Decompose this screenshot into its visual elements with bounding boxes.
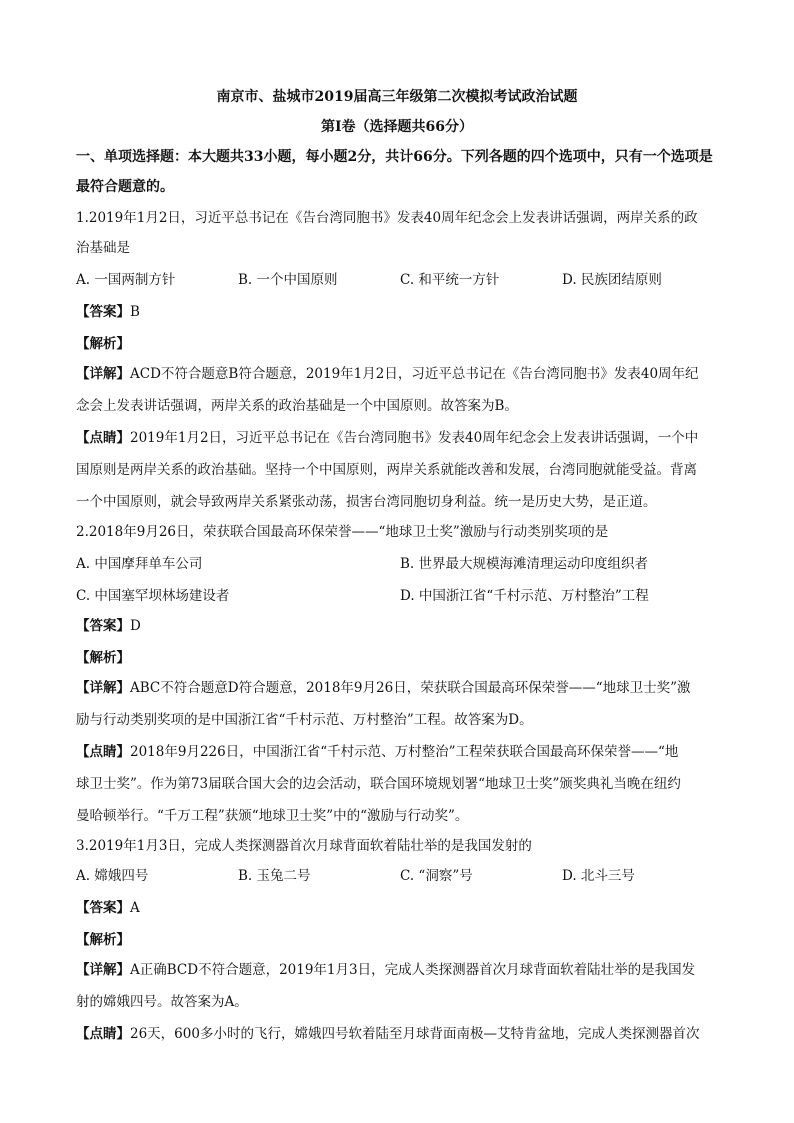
comment-label: 【点睛】 bbox=[76, 430, 130, 446]
q1-stem-cont: 治基础是 bbox=[76, 240, 130, 256]
comment-label: 【点睛】 bbox=[76, 1026, 130, 1042]
q3-option-a: A. 嫦娥四号 bbox=[76, 868, 149, 884]
q1-comment bbox=[76, 426, 698, 446]
answer-label: 【答案】 bbox=[76, 618, 130, 634]
q3-comment-text: 26天，600多小时的飞行，嫦娥四号软着陆至月球背面南极—艾特肯盆地，完成人类探测器首次 bbox=[130, 1026, 700, 1042]
q2-comment-text: 2018年9月226日，中国浙江省“千村示范、万村整治”工程荣获联合国最高环保荣誉——“地 bbox=[130, 744, 679, 760]
q2-comment-cont-1: 球卫士奖”。作为第73届联合国大会的边会活动，联合国环境规划署“地球卫士奖”颁奖典礼当晚在纽约 bbox=[76, 776, 681, 792]
q1-comment-cont-1: 国原则是两岸关系的政治基础。坚持一个中国原则，两岸关系就能改善和发展，台湾同胞就能受益。背离 bbox=[76, 462, 697, 478]
q3-answer-value: A bbox=[130, 900, 140, 916]
q2-analysis-label: 【解析】 bbox=[76, 650, 130, 666]
section-heading: 一、单项选择题：本大题共33小题，每小题2分，共计66分。下列各题的四个选项中，只有一个选项是 bbox=[76, 149, 713, 165]
q1-answer bbox=[76, 300, 140, 320]
q2-answer-value: D bbox=[130, 618, 141, 634]
q3-option-d: D. 北斗三号 bbox=[562, 868, 635, 884]
q3-comment bbox=[76, 1022, 699, 1042]
q3-answer bbox=[76, 896, 140, 916]
answer-label: 【答案】 bbox=[76, 900, 130, 916]
q1-option-a: A. 一国两制方针 bbox=[76, 272, 176, 288]
detail-label: 【详解】 bbox=[76, 366, 130, 382]
q2-option-d: D. 中国浙江省“千村示范、万村整治”工程 bbox=[400, 588, 649, 604]
q2-answer bbox=[76, 614, 141, 634]
q3-option-c: C. “洞察”号 bbox=[400, 868, 473, 884]
q1-detail-cont: 念会上发表讲话强调，两岸关系的政治基础是一个中国原则。故答案为B。 bbox=[76, 398, 518, 414]
q3-analysis-label: 【解析】 bbox=[76, 932, 130, 948]
q1-detail-text: ACD不符合题意B符合题意，2019年1月2日，习近平总书记在《告台湾同胞书》发表40周年纪 bbox=[130, 366, 699, 382]
q2-comment-cont-2: 曼哈顿举行。“千万工程”获颁“地球卫士奖”中的“激励与行动奖”。 bbox=[76, 808, 469, 824]
q2-detail bbox=[76, 676, 691, 696]
q3-detail-text: A正确BCD不符合题意，2019年1月3日，完成人类探测器首次月球背面软着陆壮举的是我国发 bbox=[130, 962, 696, 978]
q1-comment-text: 2019年1月2日，习近平总书记在《告台湾同胞书》发表40周年纪念会上发表讲话强调，一个中 bbox=[130, 430, 699, 446]
detail-label: 【详解】 bbox=[76, 962, 130, 978]
q1-detail bbox=[76, 362, 699, 382]
q1-stem: 1.2019年1月2日，习近平总书记在《告台湾同胞书》发表40周年纪念会上发表讲话强调，两岸关系的政 bbox=[76, 210, 698, 226]
q2-comment bbox=[76, 740, 678, 760]
q1-option-b: B. 一个中国原则 bbox=[238, 272, 338, 288]
q1-comment-cont-2: 一个中国原则，就会导致两岸关系紧张动荡，损害台湾同胞切身利益。统一是历史大势，是正道。 bbox=[76, 494, 657, 510]
q2-detail-text: ABC不符合题意D符合题意，2018年9月26日，荣获联合国最高环保荣誉——“地球卫士奖”激 bbox=[130, 680, 691, 696]
q2-option-a: A. 中国摩拜单车公司 bbox=[76, 556, 203, 572]
answer-label: 【答案】 bbox=[76, 304, 130, 320]
q3-detail bbox=[76, 958, 695, 978]
q3-detail-cont: 射的嫦娥四号。故答案为A。 bbox=[76, 994, 248, 1010]
q1-option-d: D. 民族团结原则 bbox=[562, 272, 662, 288]
q3-stem: 3.2019年1月3日，完成人类探测器首次月球背面软着陆壮举的是我国发射的 bbox=[76, 838, 532, 854]
q3-option-b: B. 玉兔二号 bbox=[238, 868, 311, 884]
q1-option-c: C. 和平统一方针 bbox=[400, 272, 500, 288]
q1-analysis-label: 【解析】 bbox=[76, 336, 130, 352]
q1-answer-value: B bbox=[130, 304, 140, 320]
section-heading-cont: 最符合题意的。 bbox=[76, 179, 174, 195]
q2-detail-cont: 励与行动类别奖项的是中国浙江省“千村示范、万村整治”工程。故答案为D。 bbox=[76, 712, 533, 728]
document-title: 南京市、盐城市2019届高三年级第二次模拟考试政治试题 bbox=[216, 89, 578, 105]
detail-label: 【详解】 bbox=[76, 680, 130, 696]
q2-stem: 2.2018年9月26日，荣获联合国最高环保荣誉——“地球卫士奖”激励与行动类别奖项的是 bbox=[76, 524, 609, 540]
comment-label: 【点睛】 bbox=[76, 744, 130, 760]
q2-option-c: C. 中国塞罕坝林场建设者 bbox=[76, 588, 230, 604]
q2-option-b: B. 世界最大规模海滩清理运动印度组织者 bbox=[400, 556, 649, 572]
document-subtitle: 第Ⅰ卷（选择题共66分） bbox=[320, 119, 474, 135]
